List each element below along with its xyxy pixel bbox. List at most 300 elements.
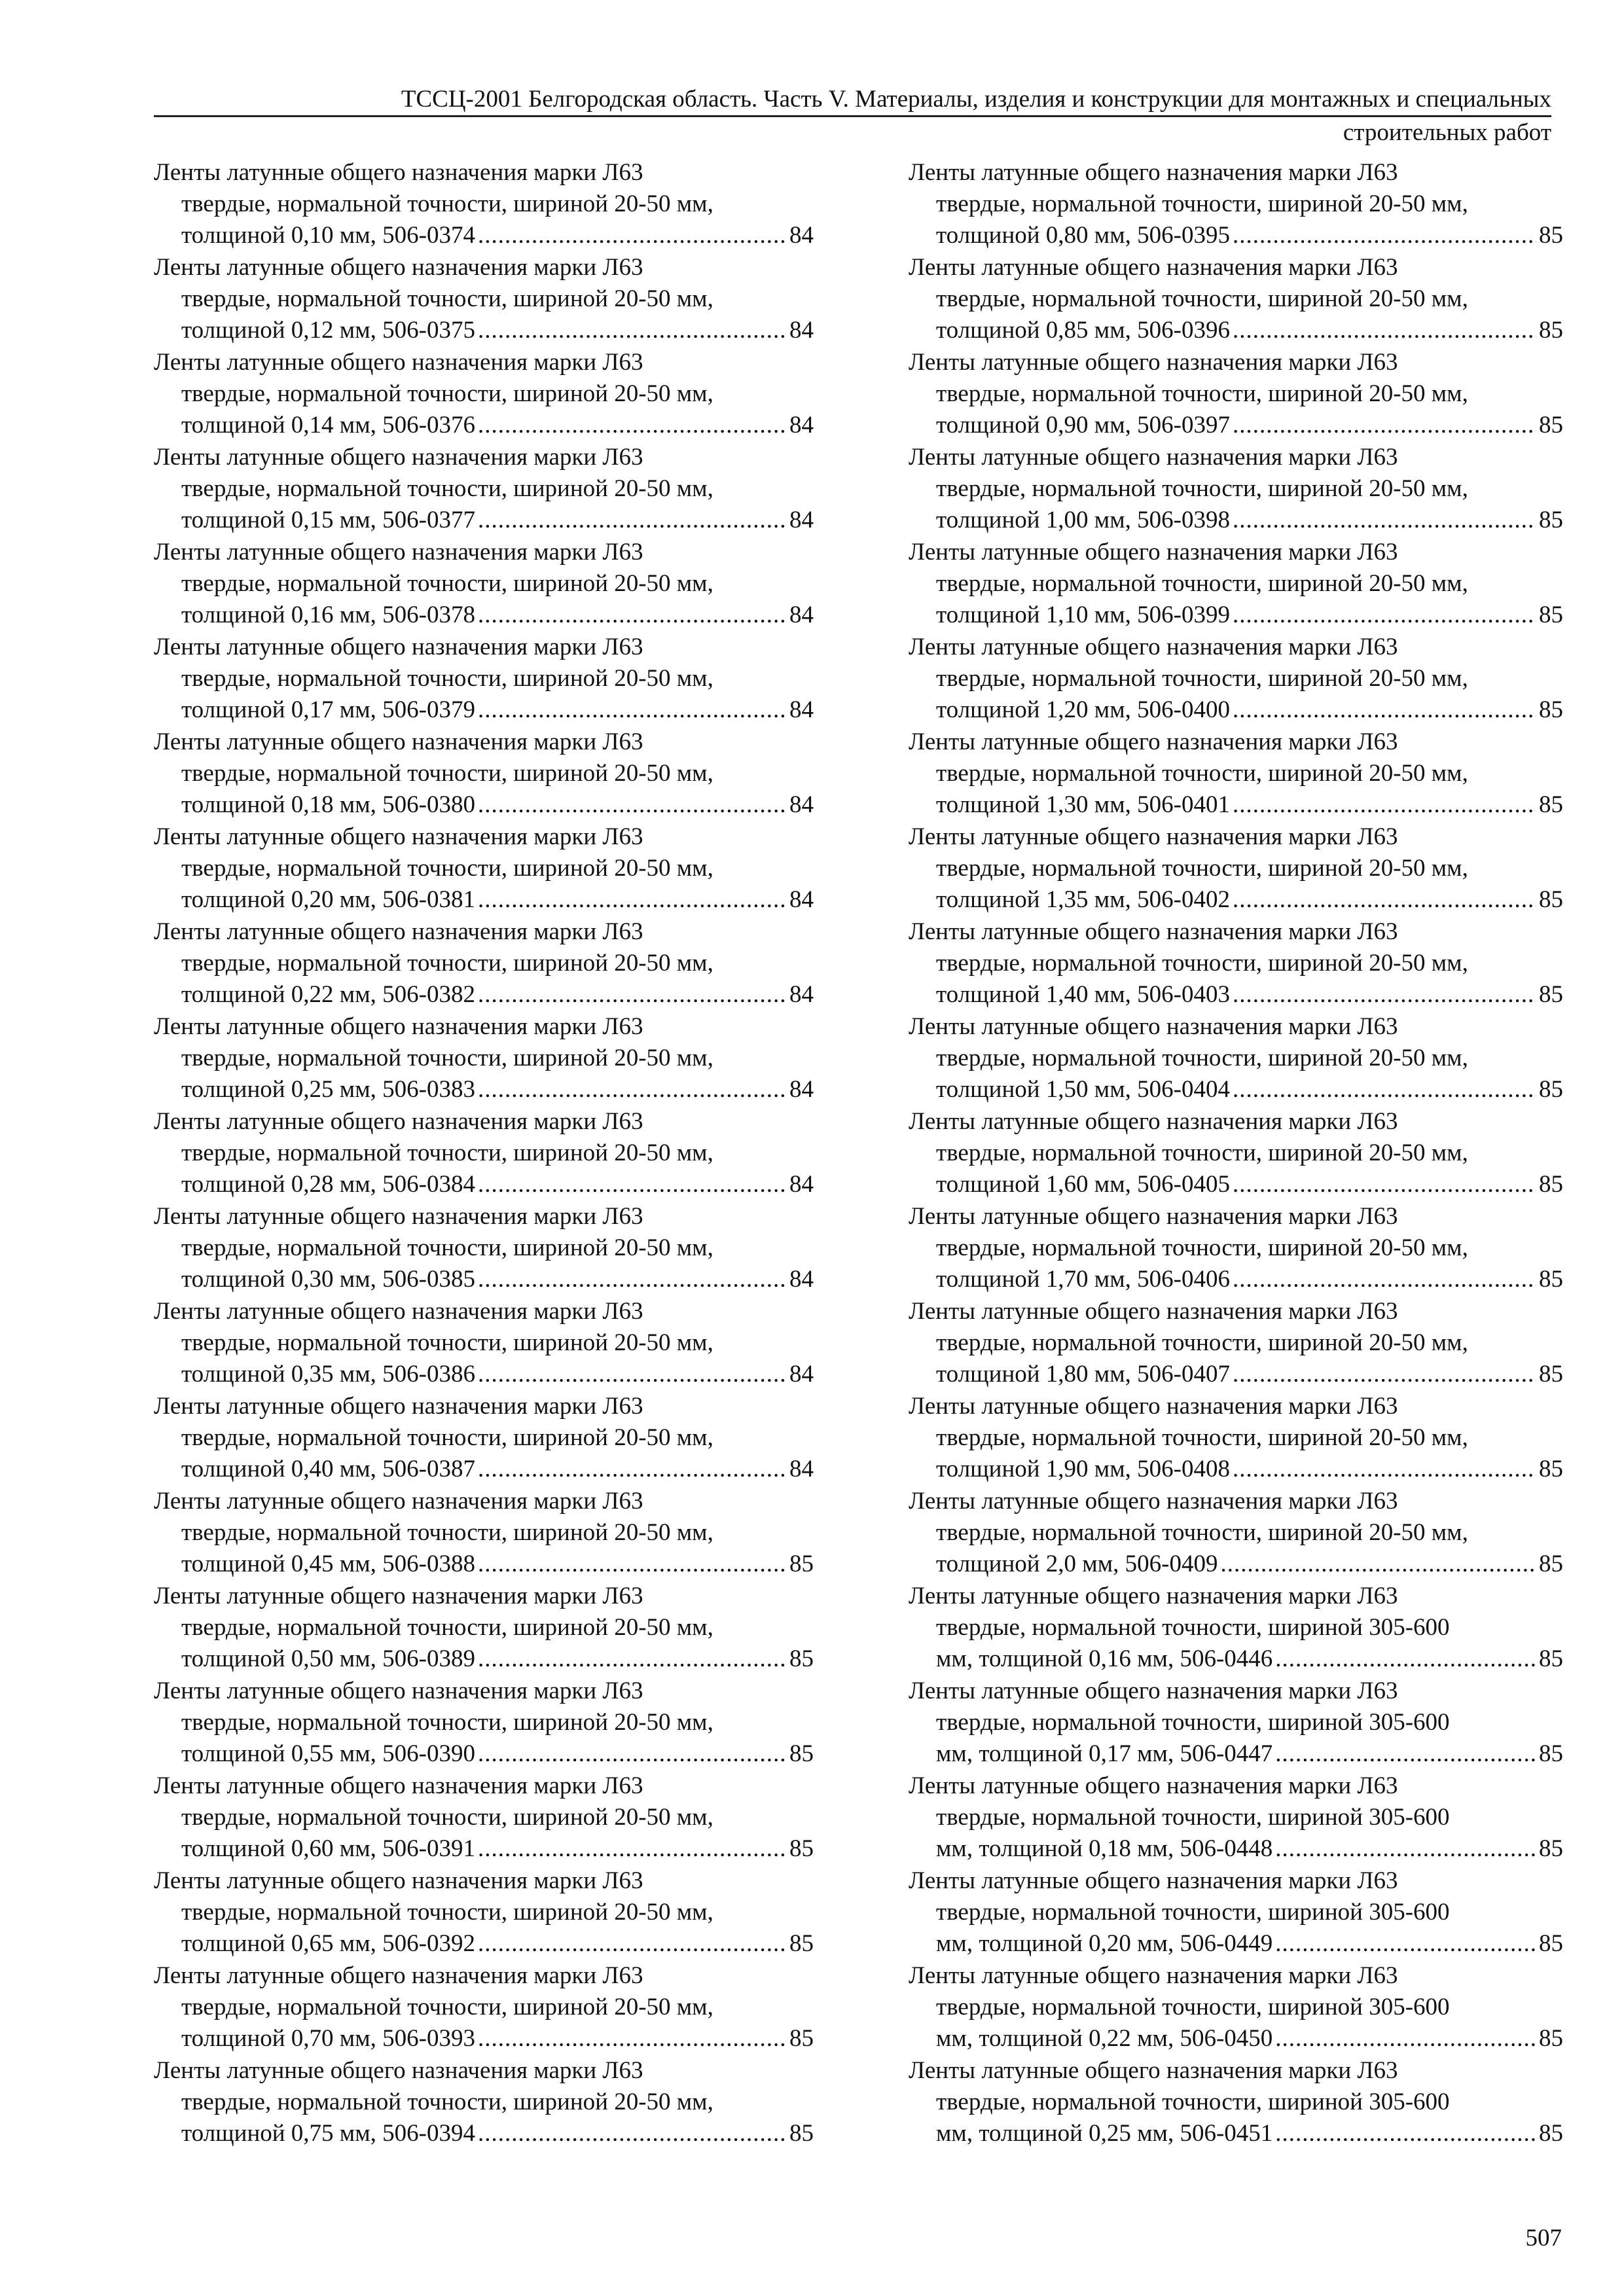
entry-page-ref: 84 [789, 981, 814, 1008]
entry-title: Ленты латунные общего назначения марки Л63 [154, 1393, 643, 1420]
entry-description: твердые, нормальной точности, шириной 20-50 мм, [181, 570, 713, 597]
entry-description: твердые, нормальной точности, шириной 20-50 мм, [936, 190, 1468, 217]
entry-page-ref: 85 [1539, 1171, 1563, 1198]
entry-description: твердые, нормальной точности, шириной 20-50 мм, [936, 570, 1468, 597]
index-entry [909, 1960, 1563, 2055]
entry-title: Ленты латунные общего назначения марки Л63 [909, 1583, 1398, 1609]
entry-description: твердые, нормальной точности, шириной 20-50 мм, [181, 950, 713, 977]
entry-page-ref: 84 [789, 696, 814, 723]
entry-page-ref: 84 [789, 1456, 814, 1482]
entry-description: твердые, нормальной точности, шириной 20-50 мм, [181, 855, 713, 882]
entry-page-ref: 85 [789, 1835, 814, 1862]
index-entry [154, 347, 814, 442]
entry-code: толщиной 1,35 мм, 506-0402 [936, 886, 1230, 913]
dot-leader [1233, 315, 1536, 346]
entry-title: Ленты латунные общего назначения марки Л63 [154, 1488, 643, 1515]
entry-page-ref: 85 [789, 1930, 814, 1957]
entry-title: Ленты латунные общего назначения марки Л63 [154, 1772, 643, 1799]
entry-title: Ленты латунные общего назначения марки Л63 [154, 349, 643, 376]
entry-code-line [154, 2118, 814, 2149]
dot-leader [1233, 884, 1536, 916]
entry-description: твердые, нормальной точности, шириной 20-50 мм, [936, 1139, 1468, 1166]
index-entry [154, 1581, 814, 1676]
dot-leader [478, 979, 787, 1011]
entry-description: твердые, нормальной точности, шириной 20-50 мм, [936, 1519, 1468, 1546]
entry-code-line [154, 1549, 814, 1580]
index-entry [909, 157, 1563, 252]
entry-page-ref: 85 [1539, 1645, 1563, 1672]
entry-code: толщиной 0,65 мм, 506-0392 [181, 1930, 475, 1957]
entry-code-line [154, 1359, 814, 1390]
entry-page-ref: 85 [1539, 222, 1563, 249]
entry-code: толщиной 0,14 мм, 506-0376 [181, 412, 475, 439]
entry-code-line [909, 600, 1563, 631]
dot-leader [1233, 694, 1536, 726]
index-entry [154, 1201, 814, 1296]
entry-title: Ленты латунные общего назначения марки Л63 [154, 444, 643, 471]
dot-leader [478, 1359, 787, 1390]
entry-code-line [909, 1643, 1563, 1675]
entry-description: твердые, нормальной точности, шириной 20-50 мм, [181, 760, 713, 787]
entry-description: твердые, нормальной точности, шириной 20-50 мм, [181, 190, 713, 217]
entry-page-ref: 85 [1539, 601, 1563, 628]
entry-code: мм, толщиной 0,25 мм, 506-0451 [936, 2120, 1273, 2147]
index-entry [154, 2055, 814, 2150]
entry-code: толщиной 1,60 мм, 506-0405 [936, 1171, 1230, 1198]
dot-leader [478, 315, 787, 346]
entry-title: Ленты латунные общего назначения марки Л63 [154, 1962, 643, 1989]
entry-page-ref: 85 [1539, 791, 1563, 818]
entry-title: Ленты латунные общего назначения марки Л63 [154, 539, 643, 565]
entry-title: Ленты латунные общего назначения марки Л63 [909, 254, 1398, 281]
index-entry [154, 252, 814, 347]
entry-title: Ленты латунные общего назначения марки Л63 [909, 349, 1398, 376]
entry-title: Ленты латунные общего назначения марки Л63 [154, 1867, 643, 1894]
dot-leader [478, 1738, 787, 1770]
entry-title: Ленты латунные общего назначения марки Л63 [909, 1772, 1398, 1799]
index-entry [909, 1106, 1563, 1201]
entry-description: твердые, нормальной точности, шириной 20-50 мм, [181, 1614, 713, 1641]
entry-code: мм, толщиной 0,18 мм, 506-0448 [936, 1835, 1273, 1862]
dot-leader [478, 600, 787, 631]
dot-leader [1233, 1264, 1536, 1295]
index-entry [909, 252, 1563, 347]
entry-page-ref: 84 [789, 222, 814, 249]
entry-description: твердые, нормальной точности, шириной 305-600 [936, 1614, 1450, 1641]
entry-code: толщиной 0,45 мм, 506-0388 [181, 1551, 475, 1577]
index-entry [909, 1770, 1563, 1865]
entry-code-line [154, 505, 814, 536]
entry-code: толщиной 1,20 мм, 506-0400 [936, 696, 1230, 723]
entry-description: твердые, нормальной точности, шириной 20-50 мм, [181, 1329, 713, 1356]
page-header [154, 84, 1551, 149]
entry-code-line [909, 694, 1563, 726]
entry-code: толщиной 1,70 мм, 506-0406 [936, 1266, 1230, 1293]
entry-description: твердые, нормальной точности, шириной 20-50 мм, [181, 1045, 713, 1071]
entry-code-line [909, 1549, 1563, 1580]
entry-description: твердые, нормальной точности, шириной 20-50 мм, [936, 1234, 1468, 1261]
entry-code-line [909, 1074, 1563, 1105]
entry-page-ref: 85 [1539, 412, 1563, 439]
entry-code-line [154, 1928, 814, 1960]
index-entry [154, 1296, 814, 1391]
entry-code: толщиной 1,40 мм, 506-0403 [936, 981, 1230, 1008]
index-entry [154, 537, 814, 632]
entry-description: твердые, нормальной точности, шириной 20-50 мм, [181, 1519, 713, 1546]
entry-code-line [909, 505, 1563, 536]
entry-description: твердые, нормальной точности, шириной 20-50 мм, [181, 2089, 713, 2115]
entry-code-line [154, 2023, 814, 2054]
entry-code-line [154, 1643, 814, 1675]
entry-page-ref: 84 [789, 1361, 814, 1388]
entry-code: толщиной 0,85 мм, 506-0396 [936, 317, 1230, 344]
entry-code: мм, толщиной 0,20 мм, 506-0449 [936, 1930, 1273, 1957]
entry-page-ref: 85 [1539, 317, 1563, 344]
dot-leader [478, 1549, 787, 1580]
entry-page-ref: 85 [1539, 2025, 1563, 2052]
dot-leader [478, 410, 787, 441]
entry-title: Ленты латунные общего назначения марки Л63 [909, 1203, 1398, 1230]
index-entry [909, 1676, 1563, 1770]
entry-title: Ленты латунные общего назначения марки Л63 [909, 918, 1398, 945]
entry-code: толщиной 1,90 мм, 506-0408 [936, 1456, 1230, 1482]
entry-title: Ленты латунные общего назначения марки Л63 [154, 1013, 643, 1040]
entry-page-ref: 85 [1539, 2120, 1563, 2147]
dot-leader [1233, 979, 1536, 1011]
entry-title: Ленты латунные общего назначения марки Л63 [909, 823, 1398, 850]
entry-title: Ленты латунные общего назначения марки Л63 [154, 159, 643, 186]
dot-leader [478, 1264, 787, 1295]
entry-code-line [154, 884, 814, 916]
entry-code: толщиной 0,15 мм, 506-0377 [181, 507, 475, 533]
entry-title: Ленты латунные общего назначения марки Л63 [909, 539, 1398, 565]
page-number: 507 [1525, 2225, 1562, 2251]
entry-title: Ленты латунные общего назначения марки Л63 [909, 1393, 1398, 1420]
entry-page-ref: 84 [789, 412, 814, 439]
entry-code: толщиной 0,40 мм, 506-0387 [181, 1456, 475, 1482]
entry-page-ref: 85 [789, 2120, 814, 2147]
entry-code: толщиной 0,75 мм, 506-0394 [181, 2120, 475, 2147]
dot-leader [478, 789, 787, 821]
index-entry [154, 157, 814, 252]
index-entry [154, 916, 814, 1011]
entry-page-ref: 85 [1539, 1361, 1563, 1388]
entry-description: твердые, нормальной точности, шириной 305-600 [936, 1994, 1450, 2020]
entry-code-line [909, 220, 1563, 251]
dot-leader [1275, 1928, 1536, 1960]
entry-code-line [154, 600, 814, 631]
dot-leader [1275, 1833, 1536, 1865]
entry-title: Ленты латунные общего назначения марки Л63 [154, 1677, 643, 1704]
index-entry [909, 2055, 1563, 2150]
index-entry [154, 1865, 814, 1960]
entry-code: толщиной 0,80 мм, 506-0395 [936, 222, 1230, 249]
dot-leader [478, 1833, 787, 1865]
dot-leader [478, 1928, 787, 1960]
entry-page-ref: 84 [789, 1171, 814, 1198]
entry-page-ref: 85 [789, 2025, 814, 2052]
entry-description: твердые, нормальной точности, шириной 20-50 мм, [181, 1424, 713, 1451]
entry-code: толщиной 0,25 мм, 506-0383 [181, 1076, 475, 1103]
dot-leader [1220, 1549, 1536, 1580]
entry-title: Ленты латунные общего назначения марки Л63 [909, 1677, 1398, 1704]
entry-title: Ленты латунные общего назначения марки Л63 [909, 1013, 1398, 1040]
entry-description: твердые, нормальной точности, шириной 20-50 мм, [181, 380, 713, 407]
entry-title: Ленты латунные общего назначения марки Л63 [909, 634, 1398, 660]
entry-code: мм, толщиной 0,17 мм, 506-0447 [936, 1740, 1273, 1767]
entry-title: Ленты латунные общего назначения марки Л63 [909, 2057, 1398, 2084]
entry-code: толщиной 1,30 мм, 506-0401 [936, 791, 1230, 818]
entry-title: Ленты латунные общего назначения марки Л63 [909, 1298, 1398, 1325]
entry-page-ref: 84 [789, 886, 814, 913]
dot-leader [478, 1454, 787, 1485]
entry-code-line [909, 2023, 1563, 2054]
dot-leader [478, 220, 787, 251]
entry-code-line [909, 1359, 1563, 1390]
entry-description: твердые, нормальной точности, шириной 20-50 мм, [936, 855, 1468, 882]
entry-description: твердые, нормальной точности, шириной 305-600 [936, 1709, 1450, 1736]
entry-title: Ленты латунные общего назначения марки Л63 [154, 918, 643, 945]
dot-leader [478, 694, 787, 726]
entry-code-line [154, 1074, 814, 1105]
index-column-left [154, 157, 814, 2150]
entry-code-line [154, 410, 814, 441]
entry-title: Ленты латунные общего назначения марки Л63 [909, 1867, 1398, 1894]
dot-leader [478, 884, 787, 916]
index-entry [154, 821, 814, 916]
header-subtitle: строительных работ [1343, 119, 1551, 146]
entry-page-ref: 84 [789, 1266, 814, 1293]
dot-leader [1275, 1738, 1536, 1770]
entry-page-ref: 84 [789, 507, 814, 533]
entry-code: мм, толщиной 0,16 мм, 506-0446 [936, 1645, 1273, 1672]
index-entry [154, 1106, 814, 1201]
entry-code: толщиной 0,20 мм, 506-0381 [181, 886, 475, 913]
entry-description: твердые, нормальной точности, шириной 20-50 мм, [181, 1899, 713, 1926]
entry-description: твердые, нормальной точности, шириной 20-50 мм, [181, 285, 713, 312]
index-entry [154, 726, 814, 821]
entry-code-line [909, 1928, 1563, 1960]
entry-code-line [154, 1454, 814, 1485]
entry-title: Ленты латунные общего назначения марки Л63 [154, 254, 643, 281]
dot-leader [1275, 1643, 1536, 1675]
entry-code: толщиной 1,50 мм, 506-0404 [936, 1076, 1230, 1103]
entry-code-line [909, 979, 1563, 1011]
entry-page-ref: 85 [1539, 1740, 1563, 1767]
entry-code: мм, толщиной 0,22 мм, 506-0450 [936, 2025, 1273, 2052]
index-entry [909, 632, 1563, 726]
dot-leader [478, 2023, 787, 2054]
entry-title: Ленты латунные общего назначения марки Л63 [909, 728, 1398, 755]
entry-code: толщиной 0,18 мм, 506-0380 [181, 791, 475, 818]
index-column-right [909, 157, 1563, 2150]
entry-title: Ленты латунные общего назначения марки Л63 [909, 1488, 1398, 1515]
entry-description: твердые, нормальной точности, шириной 20-50 мм, [181, 1234, 713, 1261]
entry-code-line [154, 694, 814, 726]
index-entry [909, 1865, 1563, 1960]
entry-code: толщиной 0,16 мм, 506-0378 [181, 601, 475, 628]
header-title: ТССЦ-2001 Белгородская область. Часть V. Материалы, изделия и конструкции для монтажных и специальных [401, 86, 1551, 113]
dot-leader [1275, 2118, 1536, 2149]
entry-title: Ленты латунные общего назначения марки Л63 [909, 1962, 1398, 1989]
entry-description: твердые, нормальной точности, шириной 20-50 мм, [936, 665, 1468, 692]
index-entry [154, 1770, 814, 1865]
entry-title: Ленты латунные общего назначения марки Л63 [909, 1108, 1398, 1135]
entry-description: твердые, нормальной точности, шириной 305-600 [936, 1804, 1450, 1831]
entry-description: твердые, нормальной точности, шириной 20-50 мм, [181, 665, 713, 692]
entry-code-line [154, 1264, 814, 1295]
entry-page-ref: 84 [789, 1076, 814, 1103]
dot-leader [1233, 505, 1536, 536]
index-entry [909, 1011, 1563, 1106]
entry-title: Ленты латунные общего назначения марки Л63 [154, 1203, 643, 1230]
index-entry [154, 1486, 814, 1581]
dot-leader [1233, 789, 1536, 821]
entry-description: твердые, нормальной точности, шириной 20-50 мм, [936, 1045, 1468, 1071]
entry-code-line [909, 1833, 1563, 1865]
entry-code: толщиной 0,30 мм, 506-0385 [181, 1266, 475, 1293]
entry-page-ref: 85 [1539, 886, 1563, 913]
entry-code-line [154, 1738, 814, 1770]
dot-leader [1233, 1359, 1536, 1390]
index-entry [154, 1960, 814, 2055]
entry-description: твердые, нормальной точности, шириной 305-600 [936, 2089, 1450, 2115]
entry-code: толщиной 0,12 мм, 506-0375 [181, 317, 475, 344]
entry-description: твердые, нормальной точности, шириной 20-50 мм, [181, 1994, 713, 2020]
entry-code: толщиной 1,00 мм, 506-0398 [936, 507, 1230, 533]
entry-page-ref: 85 [1539, 1076, 1563, 1103]
index-entry [909, 821, 1563, 916]
entry-description: твердые, нормальной точности, шириной 20-50 мм, [936, 950, 1468, 977]
entry-code-line [154, 220, 814, 251]
entry-code-line [909, 1264, 1563, 1295]
entry-code-line [909, 1738, 1563, 1770]
entry-title: Ленты латунные общего назначения марки Л63 [154, 1583, 643, 1609]
entry-page-ref: 85 [789, 1551, 814, 1577]
entry-code: толщиной 0,55 мм, 506-0390 [181, 1740, 475, 1767]
index-entry [909, 442, 1563, 537]
entry-code-line [909, 410, 1563, 441]
entry-code: толщиной 0,35 мм, 506-0386 [181, 1361, 475, 1388]
entry-page-ref: 84 [789, 317, 814, 344]
index-entry [154, 1676, 814, 1770]
entry-code-line [909, 1169, 1563, 1200]
entry-page-ref: 85 [789, 1740, 814, 1767]
entry-description: твердые, нормальной точности, шириной 20-50 мм, [936, 380, 1468, 407]
entry-title: Ленты латунные общего назначения марки Л63 [154, 2057, 643, 2084]
entry-code-line [909, 315, 1563, 346]
entry-code-line [154, 1169, 814, 1200]
entry-title: Ленты латунные общего назначения марки Л63 [154, 1298, 643, 1325]
entry-code: толщиной 0,60 мм, 506-0391 [181, 1835, 475, 1862]
entry-code-line [154, 1833, 814, 1865]
entry-code-line [909, 2118, 1563, 2149]
entry-page-ref: 84 [789, 601, 814, 628]
entry-code: толщиной 0,10 мм, 506-0374 [181, 222, 475, 249]
dot-leader [1233, 1074, 1536, 1105]
entry-title: Ленты латунные общего назначения марки Л63 [909, 444, 1398, 471]
entry-description: твердые, нормальной точности, шириной 20-50 мм, [181, 1139, 713, 1166]
entry-page-ref: 85 [1539, 1835, 1563, 1862]
entry-description: твердые, нормальной точности, шириной 20-50 мм, [936, 475, 1468, 502]
index-entry [909, 537, 1563, 632]
entry-code-line [909, 1454, 1563, 1485]
entry-description: твердые, нормальной точности, шириной 305-600 [936, 1899, 1450, 1926]
entry-description: твердые, нормальной точности, шириной 20-50 мм, [181, 1709, 713, 1736]
entry-page-ref: 85 [1539, 1266, 1563, 1293]
entry-code: толщиной 0,22 мм, 506-0382 [181, 981, 475, 1008]
index-entry [154, 1011, 814, 1106]
entry-title: Ленты латунные общего назначения марки Л63 [154, 728, 643, 755]
entry-description: твердые, нормальной точности, шириной 20-50 мм, [936, 1424, 1468, 1451]
entry-description: твердые, нормальной точности, шириной 20-50 мм, [936, 285, 1468, 312]
index-entry [909, 1581, 1563, 1676]
entry-page-ref: 84 [789, 791, 814, 818]
entry-code: толщиной 0,28 мм, 506-0384 [181, 1171, 475, 1198]
dot-leader [1233, 410, 1536, 441]
index-entry [154, 1391, 814, 1486]
entry-description: твердые, нормальной точности, шириной 20-50 мм, [181, 475, 713, 502]
entry-page-ref: 85 [1539, 507, 1563, 533]
entry-code: толщиной 1,80 мм, 506-0407 [936, 1361, 1230, 1388]
index-entry [909, 1486, 1563, 1581]
dot-leader [1233, 220, 1536, 251]
entry-code-line [154, 979, 814, 1011]
index-entry [154, 632, 814, 726]
index-entry [909, 1296, 1563, 1391]
index-entry [154, 442, 814, 537]
dot-leader [478, 2118, 787, 2149]
index-entry [909, 1201, 1563, 1296]
entry-description: твердые, нормальной точности, шириной 20-50 мм, [936, 760, 1468, 787]
dot-leader [478, 1643, 787, 1675]
entry-page-ref: 85 [1539, 981, 1563, 1008]
index-entry [909, 347, 1563, 442]
entry-code: толщиной 1,10 мм, 506-0399 [936, 601, 1230, 628]
entry-code-line [909, 789, 1563, 821]
entry-code: толщиной 0,70 мм, 506-0393 [181, 2025, 475, 2052]
entry-page-ref: 85 [789, 1645, 814, 1672]
dot-leader [1233, 600, 1536, 631]
dot-leader [1275, 2023, 1536, 2054]
entry-description: твердые, нормальной точности, шириной 20-50 мм, [181, 1804, 713, 1831]
index-entry [909, 1391, 1563, 1486]
entry-page-ref: 85 [1539, 1930, 1563, 1957]
entry-title: Ленты латунные общего назначения марки Л63 [909, 159, 1398, 186]
entry-title: Ленты латунные общего назначения марки Л63 [154, 634, 643, 660]
entry-title: Ленты латунные общего назначения марки Л63 [154, 823, 643, 850]
entry-page-ref: 85 [1539, 1551, 1563, 1577]
entry-code: толщиной 0,50 мм, 506-0389 [181, 1645, 475, 1672]
entry-code-line [154, 789, 814, 821]
entry-code: толщиной 0,17 мм, 506-0379 [181, 696, 475, 723]
entry-code-line [154, 315, 814, 346]
entry-code: толщиной 2,0 мм, 506-0409 [936, 1551, 1218, 1577]
dot-leader [478, 505, 787, 536]
index-entry [909, 726, 1563, 821]
entry-page-ref: 85 [1539, 1456, 1563, 1482]
entry-code-line [909, 884, 1563, 916]
dot-leader [1233, 1454, 1536, 1485]
entry-description: твердые, нормальной точности, шириной 20-50 мм, [936, 1329, 1468, 1356]
entry-page-ref: 85 [1539, 696, 1563, 723]
entry-code: толщиной 0,90 мм, 506-0397 [936, 412, 1230, 439]
entry-title: Ленты латунные общего назначения марки Л63 [154, 1108, 643, 1135]
dot-leader [1233, 1169, 1536, 1200]
index-entry [909, 916, 1563, 1011]
dot-leader [478, 1169, 787, 1200]
dot-leader [478, 1074, 787, 1105]
